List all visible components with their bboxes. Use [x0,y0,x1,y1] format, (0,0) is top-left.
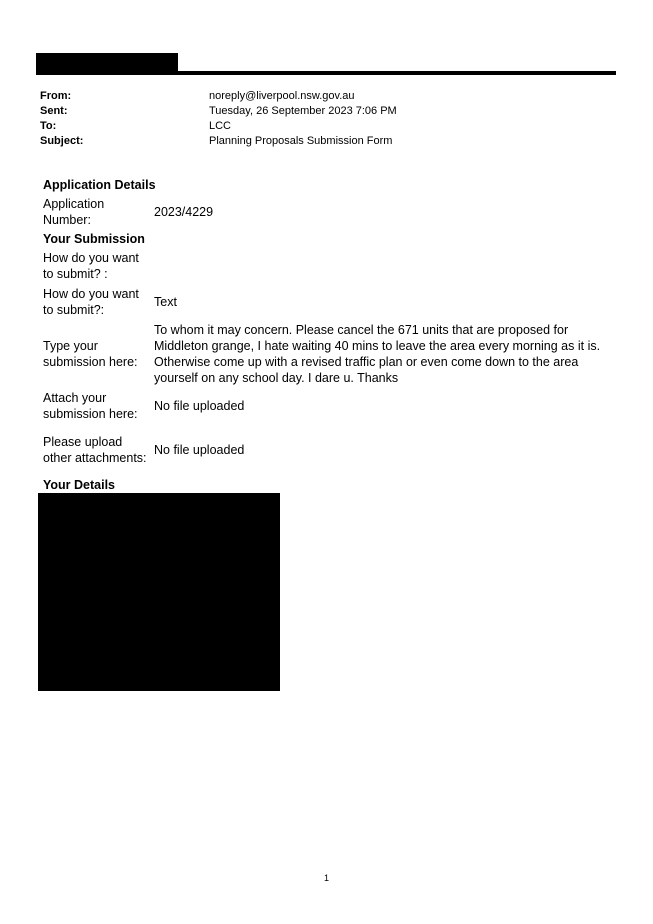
how-submit-row-1 [40,248,617,284]
from-value: noreply@liverpool.nsw.gov.au [209,90,355,102]
how-submit-label-1: How do you want to submit? : [43,251,139,281]
redacted-sender-name [36,53,178,73]
attach-label: Attach your submission here: [43,391,138,421]
subject-label: Subject: [40,135,84,147]
other-attach-value: No file uploaded [154,443,245,457]
how-submit-row-2 [40,284,617,320]
attach-value: No file uploaded [154,399,245,413]
attach-row [40,388,617,424]
from-label: From: [40,90,72,102]
section-your-details: Your Details [43,478,116,492]
section-your-submission: Your Submission [43,232,145,246]
application-number-value: 2023/4229 [154,205,214,219]
how-submit-value-2: Text [154,295,177,309]
type-submission-value: To whom it may concern. Please cancel the 671 units that are proposed for Middleton grange, I hate waiting 40 mins to leave the area every morning as it is. Otherwise come up with a revised traffic plan or even come down to the area yourself on any school day. I dare u. Thanks [154,323,601,385]
other-attach-row [40,424,617,476]
type-submission-row [40,320,617,388]
subject-value: Planning Proposals Submission Form [209,135,393,147]
page-number: 1 [323,873,329,883]
type-submission-label: Type your submission here: [43,339,138,369]
redacted-personal-details [38,493,280,691]
sent-label: Sent: [40,105,68,117]
to-value: LCC [209,120,232,132]
application-number-label: Application Number: [43,197,105,227]
other-attach-label: Please upload other attachments: [43,435,147,465]
header-rule [36,71,616,75]
submission-form [40,176,617,494]
application-number-row [40,194,617,230]
to-label: To: [40,120,57,132]
how-submit-value-1 [151,265,617,267]
section-application-details: Application Details [43,178,156,192]
sent-value: Tuesday, 26 September 2023 7:06 PM [209,105,397,117]
how-submit-label-2: How do you want to submit?: [43,287,139,317]
